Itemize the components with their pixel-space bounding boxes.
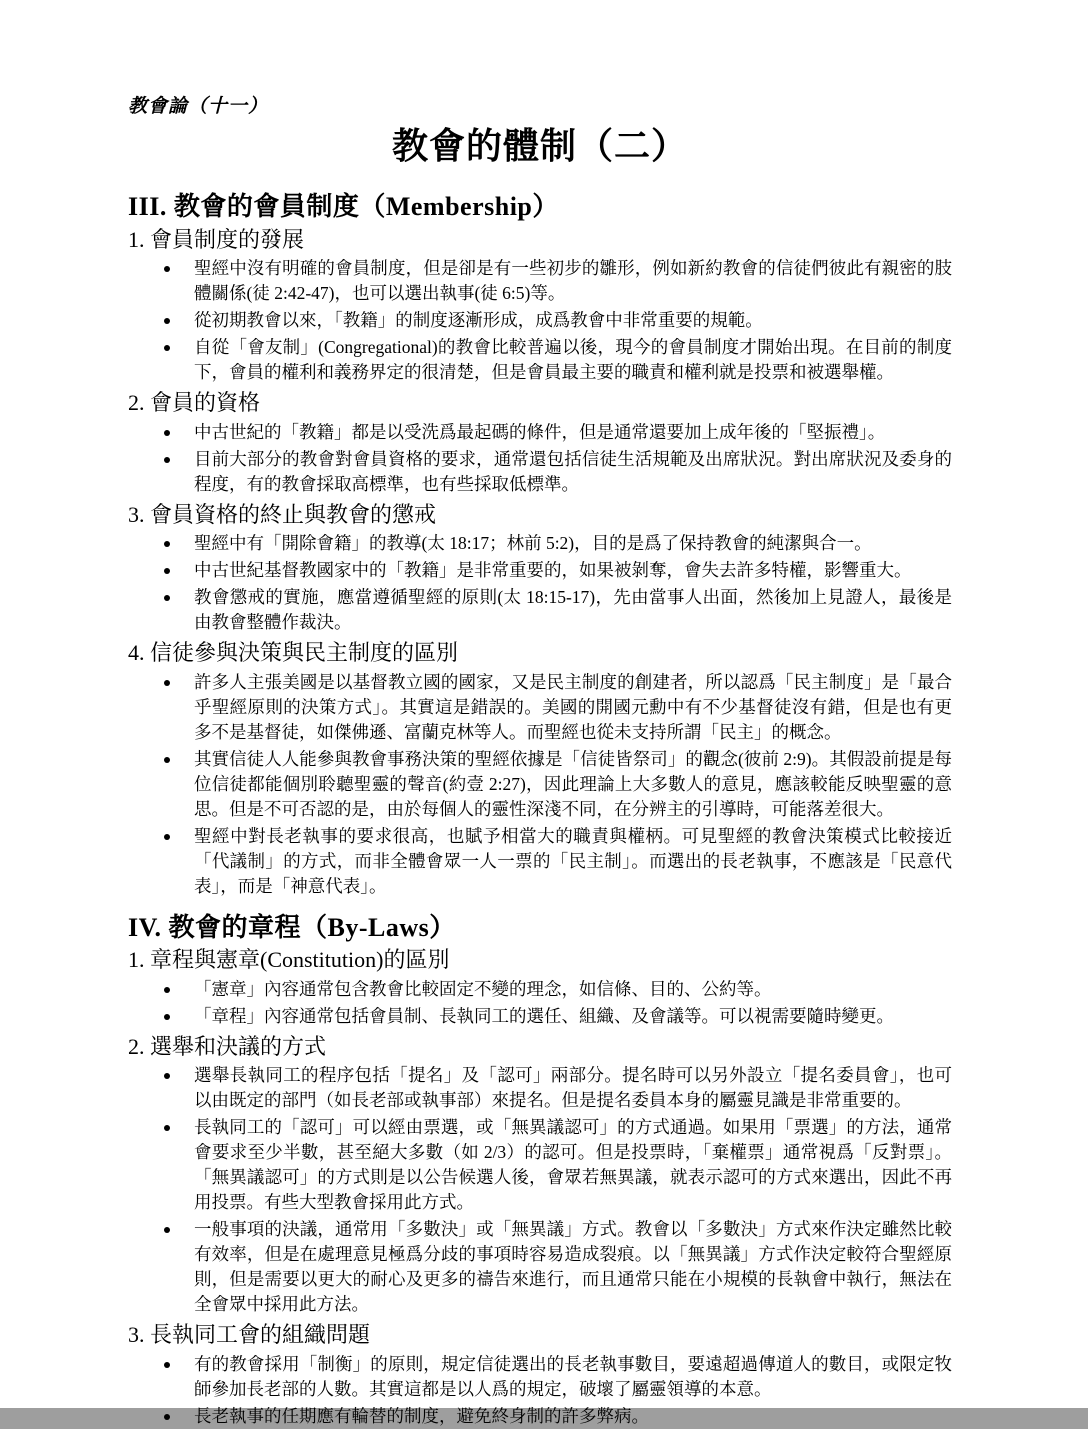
section-heading: III. 教會的會員制度（Membership） xyxy=(128,192,559,222)
bullet-item xyxy=(194,420,952,445)
document-body xyxy=(128,192,952,1429)
subsection-label: 1. 會員制度的發展 xyxy=(128,226,305,252)
bullet-text: 長老執事的任期應有輪替的制度，避免終身制的許多弊病。 xyxy=(194,1405,649,1426)
bullet-text: 目前大部分的教會對會員資格的要求，通常還包括信徒生活規範及出席狀況。對出席狀況及委身的程度，有的教會採取高標準，也有些採取低標準。 xyxy=(194,448,952,494)
bullet-dot-icon xyxy=(164,430,170,436)
bullet-list xyxy=(128,670,952,899)
bullet-item xyxy=(194,335,952,385)
bullet-item xyxy=(194,308,952,333)
subsection-label: 1. 章程與憲章(Constitution)的區別 xyxy=(128,947,450,973)
bullet-dot-icon xyxy=(164,834,170,840)
bullet-text: 從初期教會以來，「教籍」的制度逐漸形成，成爲教會中非常重要的規範。 xyxy=(194,310,763,331)
bullet-dot-icon xyxy=(164,680,170,686)
bullet-list xyxy=(128,420,952,497)
bullet-list xyxy=(128,1063,952,1317)
bullet-item xyxy=(194,1004,952,1029)
bullet-text: 長執同工的「認可」可以經由票選，或「無異議認可」的方式通過。如果用「票選」的方法，通常會要求至少半數，甚至絕大多數（如 2/3）的認可。但是投票時，「棄權票」通常視爲「反對票」。「無異議認可」的方式則是以公告候選人後，會眾若無異議，就表示認可的方式來選出，因此不再用投票。有些大型教會採用此方式。 xyxy=(194,1117,952,1213)
bullet-list xyxy=(128,256,952,385)
bullet-text: 中古世紀的「教籍」都是以受洗爲最起碼的條件，但是通常還要加上成年後的「堅振禮」。 xyxy=(194,421,886,442)
section-heading: IV. 教會的章程（By-Laws） xyxy=(128,912,456,942)
bullet-dot-icon xyxy=(164,266,170,272)
subsection-label: 4. 信徒參與決策與民主制度的區別 xyxy=(128,640,459,666)
bullet-item xyxy=(194,1115,952,1215)
bullet-dot-icon xyxy=(164,1125,170,1131)
bullet-item xyxy=(194,531,952,556)
bullet-item xyxy=(194,1063,952,1113)
bullet-text: 一般事項的決議，通常用「多數決」或「無異議」方式。教會以「多數決」方式來作決定雖然比較有效率，但是在處理意見極爲分歧的事項時容易造成裂痕。以「無異議」方式作決定較符合聖經原則，但是需要以更大的耐心及更多的禱告來進行，而且通常只能在小規模的長執會中執行，無法在全會眾中採用此方法。 xyxy=(194,1219,952,1315)
document-series-header: 教會論（十一） xyxy=(128,96,269,117)
bullet-item xyxy=(194,585,952,635)
subsection-label: 2. 選舉和決議的方式 xyxy=(128,1033,327,1059)
bullet-dot-icon xyxy=(164,318,170,324)
bullet-text: 許多人主張美國是以基督教立國的國家，又是民主制度的創建者，所以認爲「民主制度」是「最合乎聖經原則的決策方式」。其實這是錯誤的。美國的開國元勳中有不少基督徒沒有錯，但是也有更多不是基督徒，如傑佛遜、富蘭克林等人。而聖經也從未支持所謂「民主」的概念。 xyxy=(194,671,952,742)
bullet-item xyxy=(194,1352,952,1402)
bullet-text: 自從「會友制」(Congregational)的教會比較普遍以後，現今的會員制度才開始出現。在目前的制度下，會員的權利和義務界定的很清楚，但是會員最主要的職責和權利就是投票和被選舉權。 xyxy=(194,337,952,383)
subsection-label: 3. 會員資格的終止與教會的懲戒 xyxy=(128,501,437,527)
bullet-text: 選舉長執同工的程序包括「提名」及「認可」兩部分。提名時可以另外設立「提名委員會」，也可以由既定的部門（如長老部或執事部）來提名。但是提名委員本身的屬靈見識是非常重要的。 xyxy=(194,1065,952,1111)
page-title: 教會的體制（二） xyxy=(391,125,688,166)
bullet-text: 聖經中沒有明確的會員制度，但是卻是有一些初步的雛形，例如新約教會的信徒們彼此有親密的肢體關係(徒 2:42-47)，也可以選出執事(徒 6:5)等。 xyxy=(194,258,952,304)
bullet-dot-icon xyxy=(164,541,170,547)
bullet-item xyxy=(194,1217,952,1317)
bullet-list xyxy=(128,531,952,635)
bullet-dot-icon xyxy=(164,757,170,763)
bullet-list xyxy=(128,977,952,1029)
bullet-text: 聖經中有「開除會籍」的教導(太 18:17；林前 5:2)，目的是爲了保持教會的純潔與合一。 xyxy=(194,533,872,554)
bullet-list xyxy=(128,1352,952,1429)
subsection-label: 2. 會員的資格 xyxy=(128,390,261,416)
bullet-text: 中古世紀基督教國家中的「教籍」是非常重要的，如果被剝奪，會失去許多特權，影響重大。 xyxy=(194,560,912,581)
bullet-dot-icon xyxy=(164,595,170,601)
subsection-label: 3. 長執同工會的組織問題 xyxy=(128,1322,371,1348)
bullet-text: 有的教會採用「制衡」的原則，規定信徒選出的長老執事數目，要遠超過傳道人的數目，或限定牧師參加長老部的人數。其實這都是以人爲的規定，破壞了屬靈領導的本意。 xyxy=(194,1353,952,1399)
bullet-item xyxy=(194,1404,952,1429)
bullet-dot-icon xyxy=(164,457,170,463)
bullet-dot-icon xyxy=(164,1227,170,1233)
bullet-item xyxy=(194,447,952,497)
bullet-item xyxy=(194,670,952,745)
bullet-dot-icon xyxy=(164,987,170,993)
bullet-dot-icon xyxy=(164,1414,170,1420)
bullet-item xyxy=(194,256,952,306)
bullet-text: 「憲章」內容通常包含教會比較固定不變的理念，如信條、目的、公約等。 xyxy=(194,978,772,999)
bullet-item xyxy=(194,977,952,1002)
bullet-item xyxy=(194,824,952,899)
bullet-text: 聖經中對長老執事的要求很高，也賦予相當大的職責與權柄。可見聖經的教會決策模式比較接近「代議制」的方式，而非全體會眾一人一票的「民主制」。而選出的長老執事，不應該是「民意代表」，而是「神意代表」。 xyxy=(194,825,952,896)
bullet-dot-icon xyxy=(164,1362,170,1368)
bullet-dot-icon xyxy=(164,568,170,574)
bullet-dot-icon xyxy=(164,1073,170,1079)
bullet-text: 其實信徒人人能參與教會事務決策的聖經依據是「信徒皆祭司」的觀念(彼前 2:9)。其假設前提是每位信徒都能個別聆聽聖靈的聲音(約壹 2:27)，因此理論上大多數人的意見，應該較能反映聖靈的意思。但是不可否認的是，由於每個人的靈性深淺不同，在分辨主的引導時，可能落差很大。 xyxy=(194,748,952,819)
bullet-dot-icon xyxy=(164,1014,170,1020)
bullet-text: 教會懲戒的實施，應當遵循聖經的原則(太 18:15-17)，先由當事人出面，然後加上見證人，最後是由教會整體作裁決。 xyxy=(194,587,952,633)
bullet-item xyxy=(194,747,952,822)
bullet-item xyxy=(194,558,952,583)
bullet-dot-icon xyxy=(164,345,170,351)
bullet-text: 「章程」內容通常包括會員制、長執同工的選任、組織、及會議等。可以視需要隨時變更。 xyxy=(194,1005,894,1026)
